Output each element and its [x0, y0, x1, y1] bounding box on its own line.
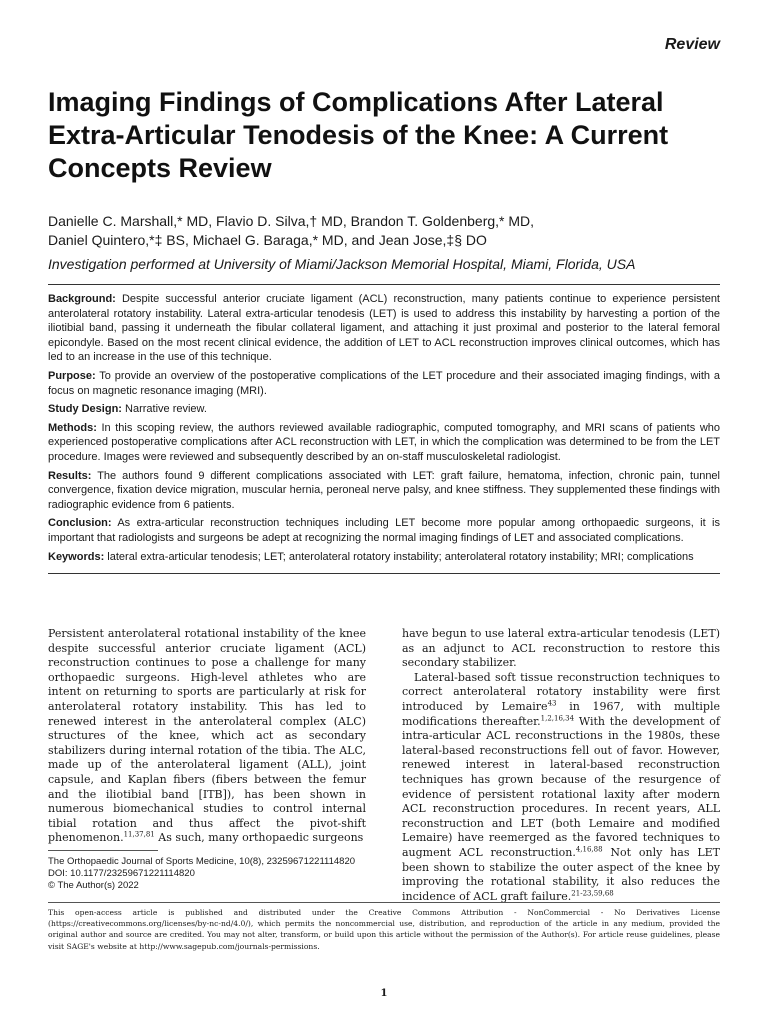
- abstract-purpose: [48, 369, 720, 398]
- abstract-background: [48, 292, 720, 365]
- citation-superscript: 4,16,88: [575, 845, 603, 854]
- body-text: Persistent anterolateral rotational instability of the knee despite successful anterior cruciate ligament (ACL) reconstruction continues to pose a challenge for many orthopaedic surgeons. High-level athletes who are intent on returning to sports are particularly at risk for anterolateral rotatory instability. This has led to renewed interest in the anterolateral complex (ALC) structures of the knee, which act as secondary stabilizers during internal rotation of the tibia. The ALC, made up of the anterolateral ligament (ALL), joint capsule, and Kaplan fibers (fibers between the femur and the iliotibial band [ITB]), has been shown in numerous biomechanical studies to control internal tibial rotation and thus affect the pivot-shift phenomenon.: [48, 627, 366, 845]
- body-text: With the development of intra-articular ACL reconstructions in the 1980s, these lateral-based reconstructions fell out of favor. However, renewed interest in lateral-based reconstruction techniques has grown because of the resurgence of evidence of persistent rotational laxity after modern ACL reconstruction procedures. In recent years, ALL reconstruction and LET (both Lemaire and modified Lemaire) have reemerged as the favored techniques to augment ACL reconstruction.: [402, 714, 720, 859]
- body-column-right: [402, 627, 720, 904]
- article-title: Imaging Findings of Complications After Lateral Extra-Articular Tenodesis of the Knee: A Current Concepts Review: [48, 87, 669, 183]
- abstract-label: Background:: [48, 293, 116, 305]
- abstract-text: As extra-articular reconstruction techniques including LET become more popular among orthopaedic surgeons, it is important that radiologists and surgeons be adept at recognizing the normal imaging findings of LET and associated complications.: [48, 517, 720, 544]
- body-paragraph: [402, 671, 720, 905]
- body-paragraph: [48, 627, 366, 846]
- abstract-text: Despite successful anterior cruciate ligament (ACL) reconstruction, many patients continue to experience persistent anterolateral rotatory instability. Lateral extra-articular tenodesis (LET) is used to address this instability by harvesting a portion of the iliotibial band, passing it underneath the fibular collateral ligament, and attaching it just proximal and posterior to the lateral femoral epicondyle. Based on the most recent clinical evidence, the addition of LET to ACL reconstruction improves clinical outcomes, which has led to an increase in the use of this technique.: [48, 293, 720, 364]
- abstract-keywords: [48, 550, 720, 565]
- abstract-text: lateral extra-articular tenodesis; LET; anterolateral rotatory instability; anterolateral rotatory instability; MRI; complications: [104, 550, 694, 563]
- abstract-label: Keywords:: [48, 550, 105, 563]
- abstract: [48, 284, 720, 574]
- section-label: Review: [664, 36, 720, 53]
- citation-superscript: 43: [547, 699, 557, 708]
- abstract-text: To provide an overview of the postoperative complications of the LET procedure and their associated imaging findings, with a focus on magnetic resonance imaging (MRI).: [48, 369, 720, 397]
- abstract-text: The authors found 9 different complications associated with LET: graft failure, hematoma, infection, chronic pain, tunnel convergence, fixation device migration, muscular hernia, peroneal nerve palsy, and knee stiffness. They supplemented these findings with radiographic evidence from 6 patients.: [48, 469, 720, 511]
- abstract-conclusion: [48, 516, 720, 545]
- journal-info-rule: [48, 850, 158, 851]
- copyright-line: © The Author(s) 2022: [48, 880, 139, 892]
- abstract-methods: [48, 421, 720, 465]
- journal-citation: The Orthopaedic Journal of Sports Medicine, 10(8), 23259671221114820: [48, 856, 356, 867]
- abstract-label: Conclusion:: [48, 517, 112, 530]
- author-line: Daniel Quintero,*‡ BS, Michael G. Baraga,* MD, and Jean Jose,‡§ DO: [48, 232, 487, 248]
- abstract-results: [48, 469, 720, 513]
- abstract-label: Study Design:: [48, 403, 122, 416]
- abstract-text: In this scoping review, the authors reviewed available radiographic, computed tomography, and MRI scans of patients who experienced postoperative complications after ACL reconstruction with LET, in which the complication was determined to be from the LET procedure. Images were reviewed and subsequently described by an on-staff musculoskeletal radiologist.: [48, 421, 720, 463]
- abstract-text: Narrative review.: [121, 403, 207, 416]
- license-rule: [48, 902, 720, 903]
- citation-superscript: 1,2,16,34: [540, 713, 575, 722]
- abstract-label: Purpose:: [48, 369, 96, 382]
- journal-info: [48, 856, 378, 893]
- abstract-label: Methods:: [48, 421, 97, 434]
- author-line: Danielle C. Marshall,* MD, Flavio D. Silva,† MD, Brandon T. Goldenberg,* MD,: [48, 213, 535, 229]
- abstract-study-design: [48, 402, 720, 417]
- affiliation: Investigation performed at University of Miami/Jackson Memorial Hospital, Miami, Florida, USA: [48, 256, 636, 272]
- body-text: Not only has LET been shown to stabilize the outer aspect of the knee by improving the rotational stability, it also reduces the incidence of ACL graft failure.: [402, 845, 720, 903]
- body-text: Lateral-based soft tissue reconstruction techniques to correct anterolateral rotatory instability were first introduced by Lemaire: [402, 670, 720, 713]
- citation-superscript: 21-23,59,68: [571, 889, 614, 898]
- author-list: [48, 212, 728, 250]
- body-paragraph: have begun to use lateral extra-articular tenodesis (LET) as an adjunct to ACL reconstruction to restore this secondary stabilizer.: [402, 627, 720, 670]
- abstract-label: Results:: [48, 469, 92, 482]
- page-number: 1: [380, 988, 388, 999]
- body-text: in 1967, with multiple modifications thereafter.: [402, 699, 720, 728]
- license-notice: This open-access article is published and distributed under the Creative Commons Attribution - NonCommercial - No Derivatives License (https://creativecommons.org/licenses/by-nc-nd/4.0/), which permits the noncommercial use, distribution, and reproduction of the article in any medium, provided the original author and source are credited. You may not alter, transform, or build upon this article without the permission of the Author(s). For article reuse guidelines, please visit SAGE's website at http://www.sagepub.com/journals-permissions.: [48, 908, 720, 951]
- doi-line: DOI: 10.1177/23259671221114820: [48, 868, 195, 880]
- body-text: As such, many orthopaedic surgeons: [154, 831, 364, 845]
- body-column-left: [48, 627, 366, 846]
- citation-superscript: 11,37,81: [123, 830, 155, 839]
